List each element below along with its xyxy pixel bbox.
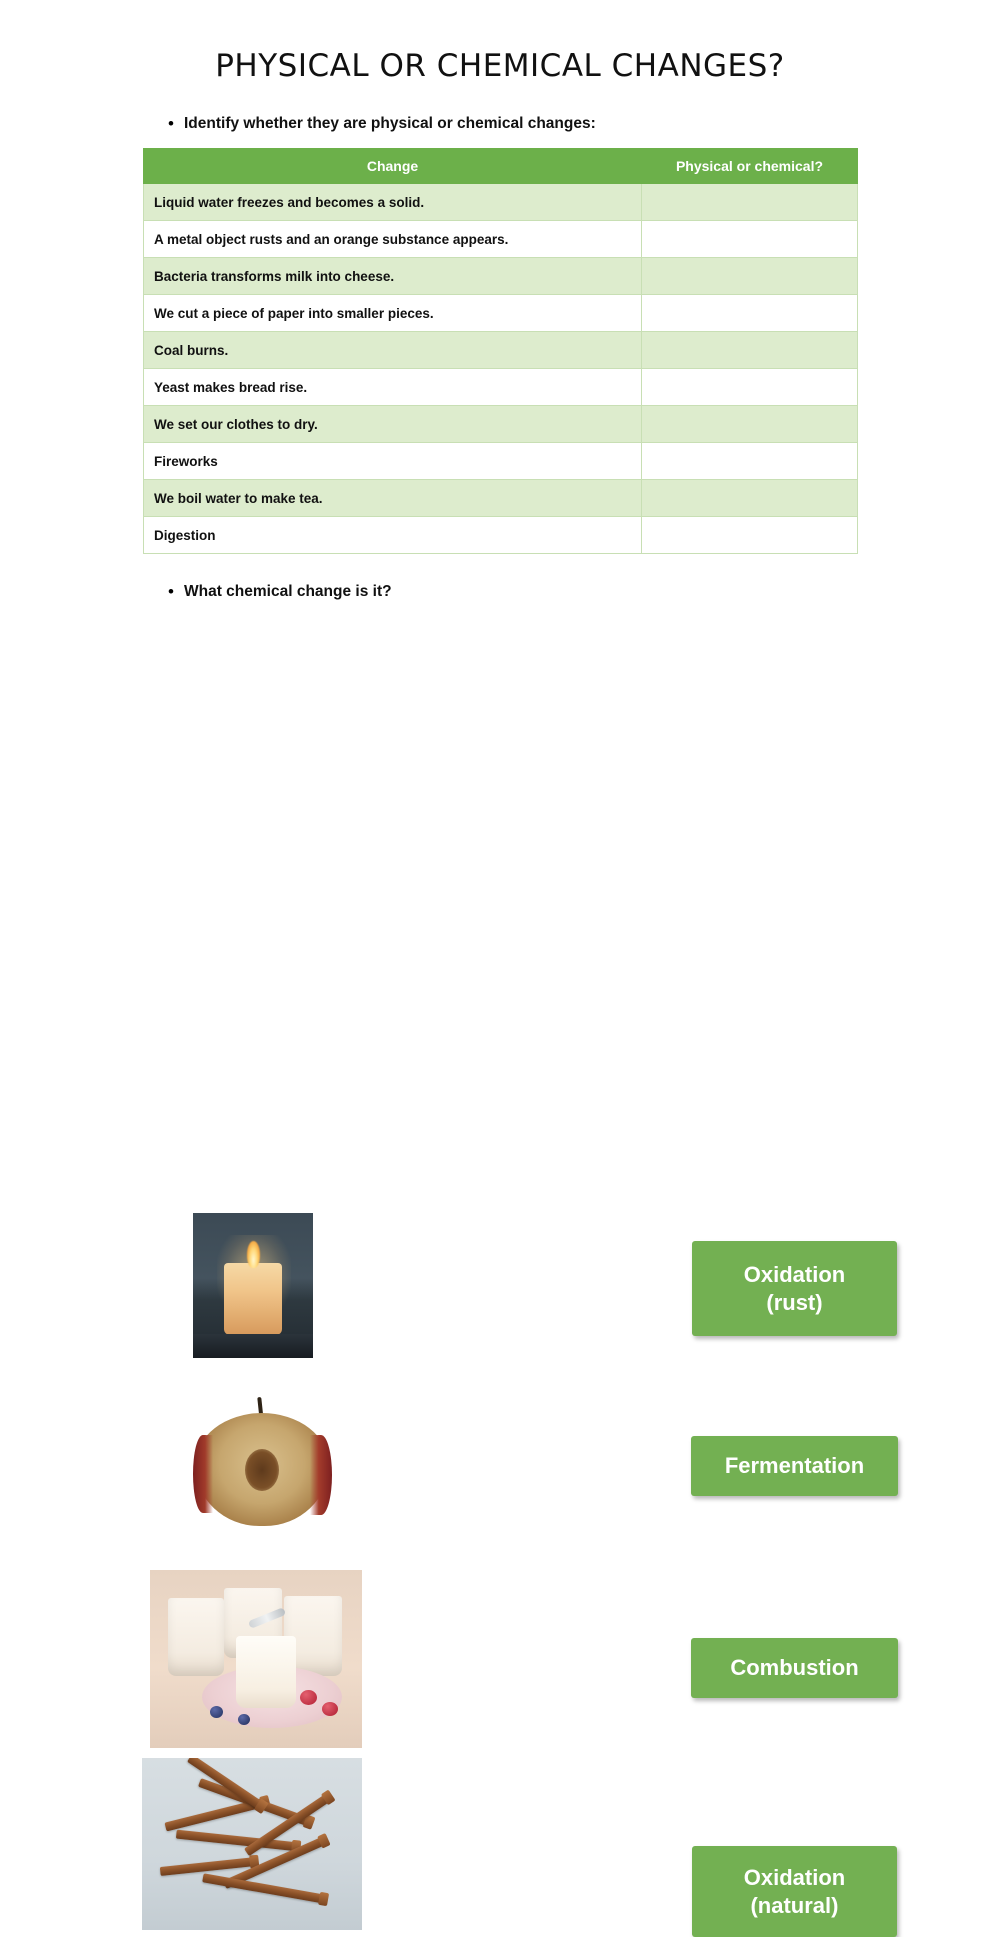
change-cell: Bacteria transforms milk into cheese. [144,258,642,295]
changes-table [143,148,858,554]
answer-input[interactable] [642,261,857,291]
candle-shelf [193,1334,313,1358]
blueberry [210,1706,223,1718]
label-line-2: (rust) [766,1289,823,1315]
bullet-icon: • [168,114,174,133]
matching-area [0,608,1000,1918]
answer-cell[interactable] [642,295,858,332]
change-cell: A metal object rusts and an orange substance appears. [144,221,642,258]
answer-input[interactable] [642,409,857,439]
change-cell: We set our clothes to dry. [144,406,642,443]
answer-cell[interactable] [642,221,858,258]
answer-cell[interactable] [642,369,858,406]
apple-core [245,1449,279,1491]
rotten-apple-photo[interactable] [185,1391,340,1528]
answer-input[interactable] [642,335,857,365]
answer-input[interactable] [642,187,857,217]
candle-flame [247,1241,260,1268]
label-line-1: Oxidation [743,1865,846,1890]
answer-cell[interactable] [642,443,858,480]
raspberry [322,1702,338,1716]
change-cell: Coal burns. [144,332,642,369]
change-cell: We cut a piece of paper into smaller pieces. [144,295,642,332]
header-change: Change [144,149,642,184]
label-line-1: Combustion [730,1655,859,1681]
table-row [144,443,858,480]
label-combustion[interactable] [691,1638,898,1698]
yogurt-jar [168,1598,224,1676]
change-cell: Liquid water freezes and becomes a solid. [144,184,642,221]
answer-input[interactable] [642,446,857,476]
label-line-1: Fermentation [724,1453,865,1479]
answer-cell[interactable] [642,480,858,517]
changes-table-wrapper [143,148,857,554]
table-row [144,369,858,406]
label-oxidation-rust[interactable] [692,1241,897,1336]
instruction-identify-text: Identify whether they are physical or chemical changes: [184,115,596,132]
change-cell: Yeast makes bread rise. [144,369,642,406]
blueberry [238,1714,250,1725]
answer-cell[interactable] [642,332,858,369]
table-row [144,406,858,443]
table-row [144,258,858,295]
answer-input[interactable] [642,298,857,328]
yogurt-photo[interactable] [150,1570,362,1748]
raspberry [300,1690,317,1705]
yogurt-cup [236,1636,296,1708]
apple-skin-right [310,1435,332,1515]
apple-skin-left [193,1435,213,1513]
table-row [144,184,858,221]
header-physical-or-chemical: Physical or chemical? [642,149,858,184]
answer-cell[interactable] [642,184,858,221]
answer-cell[interactable] [642,406,858,443]
answer-input[interactable] [642,483,857,513]
table-row [144,332,858,369]
table-row [144,517,858,554]
table-row [144,295,858,332]
answer-cell[interactable] [642,517,858,554]
table-row [144,221,858,258]
rusty-nails-photo[interactable] [142,1758,362,1930]
answer-input[interactable] [642,520,857,550]
instruction-chemical-change [168,582,1000,602]
label-oxidation-natural[interactable] [692,1846,897,1937]
instruction-chemical-change-text: What chemical change is it? [184,583,392,600]
answer-input[interactable] [642,372,857,402]
bullet-icon: • [168,582,174,601]
candle-glass [224,1263,282,1335]
change-cell: Digestion [144,517,642,554]
candle-photo[interactable] [193,1213,313,1358]
answer-cell[interactable] [642,258,858,295]
change-cell: Fireworks [144,443,642,480]
label-line-2: (natural) [750,1892,839,1918]
answer-input[interactable] [642,224,857,254]
rusty-nail [202,1873,326,1903]
table-row [144,480,858,517]
page-title: PHYSICAL OR CHEMICAL CHANGES? [215,48,785,84]
change-cell: We boil water to make tea. [144,480,642,517]
table-header-row [144,149,858,184]
label-fermentation[interactable] [691,1436,898,1496]
instruction-identify [168,114,1000,134]
label-line-1: Oxidation [743,1262,846,1287]
